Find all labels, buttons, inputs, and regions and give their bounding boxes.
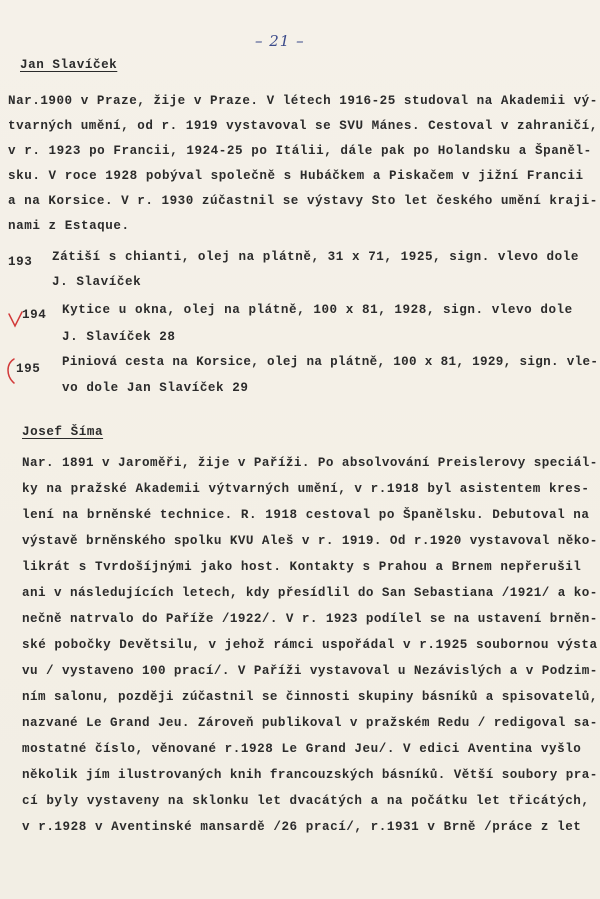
bio-line: nečně natrvalo do Paříže /1922/. V r. 1923 podílel se na ustavení brněn- <box>22 612 598 626</box>
bio-line: několik jím ilustrovaných knih francouzských básníků. Větší soubory pra- <box>22 768 598 782</box>
bio-line: cí byly vystaveny na sklonku let dvacátých a na počátku let třicátých, <box>22 794 590 808</box>
catalog-number: 193 <box>8 255 33 269</box>
bio-line: nazvané Le Grand Jeu. Zároveň publikoval v pražském Redu / redigoval sa- <box>22 716 598 730</box>
bio-line: v r. 1923 po Francii, 1924-25 po Itálii, dále pak po Holandsku a Španěl- <box>8 144 592 158</box>
bio-line: v r.1928 v Aventinské mansardě /26 prací/, r.1931 v Brně /práce z let <box>22 820 582 834</box>
bio-line: ním salonu, později zúčastnil se činnosti skupiny básníků a spisovatelů, <box>22 690 598 704</box>
catalog-number: 194 <box>22 308 47 322</box>
bio-line: ky na pražské Akademii výtvarných umění, v r.1918 byl asistentem kres- <box>22 482 590 496</box>
artist-heading-sima: Josef Šíma <box>22 425 104 439</box>
bio-line: sku. V roce 1928 pobýval společně s Hubáčkem a Piskačem v jižní Francii <box>8 169 584 183</box>
bio-line: a na Korsice. V r. 1930 zúčastnil se výstavy Sto let českého umění kraji- <box>8 194 598 208</box>
bio-line: výstavě brněnského spolku KVU Aleš v r. 1919. Od r.1920 vystavoval něko- <box>22 534 598 548</box>
catalog-entry-line: vo dole Jan Slavíček 29 <box>62 381 249 395</box>
catalog-entry-line: Piniová cesta na Korsice, olej na plátně, 100 x 81, 1929, sign. vle- <box>62 355 599 369</box>
bio-line: nami z Estaque. <box>8 219 130 233</box>
bio-line: mostatné číslo, věnované r.1928 Le Grand Jeu/. V edici Aventina vyšlo <box>22 742 582 756</box>
bio-line: Nar.1900 v Praze, žije v Praze. V létech 1916-25 studoval na Akademii vý- <box>8 94 598 108</box>
bio-line: ani v následujících letech, kdy přesídlil do San Sebastiana /1921/ a ko- <box>22 586 598 600</box>
bio-line: lení na brněnské technice. R. 1918 cestoval po Španělsku. Debutoval na <box>22 508 590 522</box>
bio-line: Nar. 1891 v Jaroměři, žije v Paříži. Po absolvování Preislerovy speciál- <box>22 456 598 470</box>
bio-line: vu / vystaveno 100 prací/. V Paříži vystavoval u Nezávislých a v Podzim- <box>22 664 598 678</box>
bio-line: likrát s Tvrdošíjnými jako host. Kontakty s Prahou a Brnem nepřerušil <box>22 560 582 574</box>
catalog-entry-line: Kytice u okna, olej na plátně, 100 x 81, 1928, sign. vlevo dole <box>62 303 573 317</box>
catalog-number: 195 <box>16 362 41 376</box>
bio-line: ské pobočky Devětsilu, v jehož rámci uspořádal v r.1925 soubornou výsta <box>22 638 598 652</box>
catalog-entry-line: J. Slavíček <box>52 275 142 289</box>
artist-heading-slavicek: Jan Slavíček <box>20 58 118 72</box>
catalog-entry-line: Zátiší s chianti, olej na plátně, 31 x 71, 1925, sign. vlevo dole <box>52 250 579 264</box>
bio-line: tvarných umění, od r. 1919 vystavoval se SVU Mánes. Cestoval v zahraničí, <box>8 119 598 133</box>
catalog-entry-line: J. Slavíček 28 <box>62 330 176 344</box>
page-number: – 21 – <box>255 32 305 50</box>
